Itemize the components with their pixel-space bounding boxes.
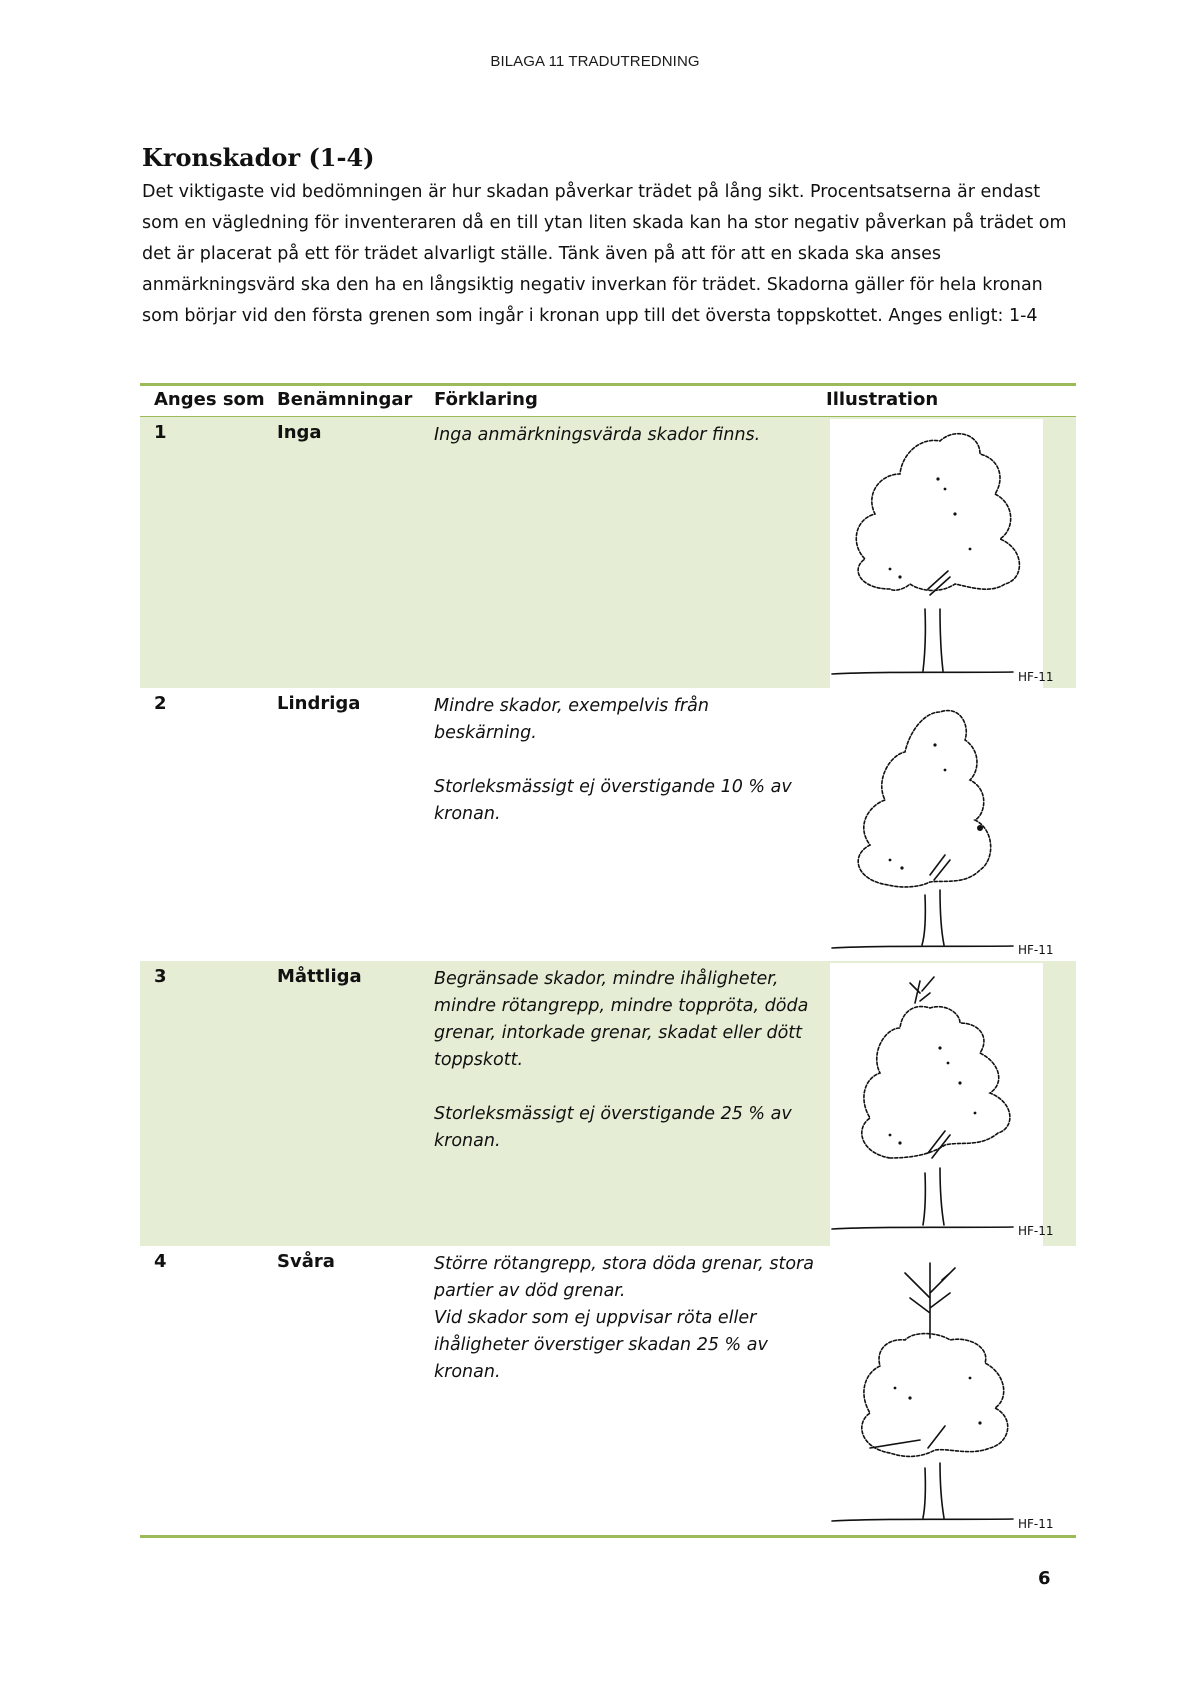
running-header: BILAGA 11 TRADUTREDNING <box>490 53 700 70</box>
tree-illustration-minor <box>830 690 1054 961</box>
row-name: Inga <box>277 422 322 443</box>
section-title: Kronskador (1-4) <box>142 143 375 172</box>
tree-illustration-none <box>830 419 1054 688</box>
explanation-line: Större rötangrepp, stora döda grenar, stora partier av död grenar. <box>434 1254 814 1301</box>
explanation-line: Vid skador som ej uppvisar röta eller ihåligheter överstiger skadan 25 % av kronan. <box>434 1308 768 1382</box>
explanation-line: Storleksmässigt ej överstigande 25 % av kronan. <box>434 1104 792 1151</box>
explanation-line: Storleksmässigt ej överstigande 10 % av kronan. <box>434 777 792 824</box>
table-header-row <box>140 386 1076 417</box>
row-code: 2 <box>154 693 167 714</box>
table-row <box>140 1246 1076 1535</box>
header-code: Anges som <box>154 389 265 410</box>
explanation-line: Mindre skador, exempelvis från beskärning. <box>434 696 709 743</box>
row-explanation <box>434 966 814 1155</box>
crown-damage-table <box>140 383 1076 1538</box>
tree-illustration-moderate <box>830 963 1054 1246</box>
table-row <box>140 961 1076 1246</box>
intro-paragraph: Det viktigaste vid bedömningen är hur skadan påverkar trädet på lång sikt. Procentsatserna är endast som en vägledning för inventeraren då en till ytan liten skada kan ha stor negativ påverkan på trädet om det är placerat på ett för trädet alvarligt ställe. Tänk även på att för att en skada ska anses anmärkningsvärd ska den ha en långsiktig negativ inverkan för trädet. Skadorna gäller för hela kronan som börjar vid den första grenen som ingår i kronan upp till det översta toppskottet. Anges enligt: 1-4 <box>142 182 1067 326</box>
svg-text:HF-11: HF-11 <box>1018 1224 1054 1238</box>
row-name: Svåra <box>277 1251 335 1272</box>
row-explanation <box>434 693 814 828</box>
row-code: 4 <box>154 1251 167 1272</box>
table-row <box>140 417 1076 688</box>
explanation-line: Inga anmärkningsvärda skador finns. <box>434 425 761 445</box>
table-row <box>140 688 1076 961</box>
page-number: 6 <box>1038 1568 1051 1589</box>
explanation-line: Begränsade skador, mindre ihåligheter, mindre rötangrepp, mindre toppröta, döda grenar, intorkade grenar, skadat eller dött toppskott. <box>434 969 809 1070</box>
svg-text:HF-11: HF-11 <box>1018 1517 1054 1531</box>
row-explanation <box>434 422 814 449</box>
row-code: 1 <box>154 422 167 443</box>
tree-illustration-severe <box>830 1248 1054 1535</box>
row-code: 3 <box>154 966 167 987</box>
row-name: Måttliga <box>277 966 362 987</box>
header-illustration: Illustration <box>826 389 939 410</box>
header-explanation: Förklaring <box>434 389 538 410</box>
svg-text:HF-11: HF-11 <box>1018 943 1054 957</box>
svg-text:HF-11: HF-11 <box>1018 670 1054 684</box>
header-name: Benämningar <box>277 389 413 410</box>
row-name: Lindriga <box>277 693 361 714</box>
row-explanation <box>434 1251 814 1386</box>
